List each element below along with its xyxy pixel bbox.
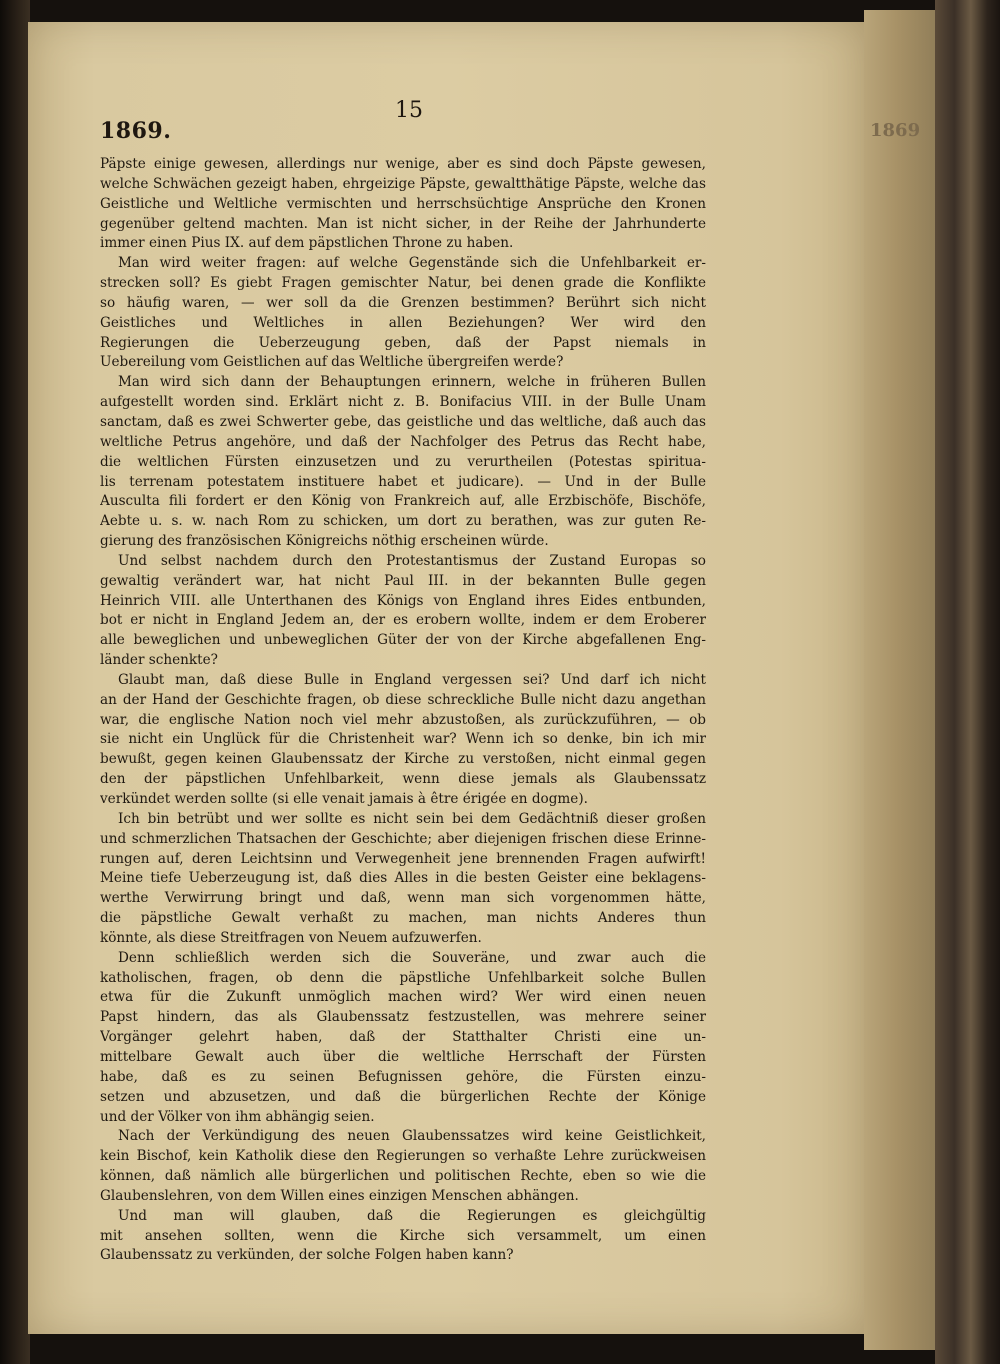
text-line: weltliche Petrus angehöre, und daß der Nachfolger des Petrus das Recht habe, bbox=[100, 433, 706, 450]
text-line: Ausculta fili fordert er den König von Frankreich auf, alle Erzbischöfe, Bischöfe, bbox=[100, 493, 706, 510]
text-line: welche Schwächen gezeigt haben, ehrgeizige Päpste, gewaltthätige Päpste, welche das bbox=[100, 175, 706, 192]
adjacent-page-mark: 1869 bbox=[870, 120, 921, 141]
text-line: etwa für die Zukunft unmöglich machen wird? Wer wird einen neuen bbox=[100, 989, 706, 1006]
text-line: verkündet werden sollte (si elle venait jamais à être érigée en dogme). bbox=[100, 791, 588, 807]
text-line: können, daß nämlich alle bürgerlichen und politischen Rechte, eben so wie die bbox=[100, 1168, 706, 1185]
text-line: Heinrich VIII. alle Unterthanen des Königs von England ihres Eides entbunden, bbox=[100, 592, 706, 609]
left-page-edge bbox=[0, 0, 30, 1364]
text-line: könnte, als diese Streitfragen von Neuem aufzuwerfen. bbox=[100, 929, 482, 946]
adjacent-page-edge bbox=[864, 10, 944, 1350]
text-line: setzen und abzusetzen, und daß die bürgerlichen Rechte der Könige bbox=[100, 1088, 706, 1105]
text-line: Aebte u. s. w. nach Rom zu schicken, um dort zu berathen, was zur guten Re- bbox=[100, 513, 706, 530]
book-spine bbox=[935, 0, 1000, 1364]
text-line: Denn schließlich werden sich die Souveräne, und zwar auch die bbox=[118, 949, 706, 966]
text-line: Uebereilung vom Geistlichen auf das Weltliche übergreifen werde? bbox=[100, 354, 564, 371]
text-line: kein Bischof, kein Katholik diese den Regierungen so verhaßte Lehre zurückweisen bbox=[100, 1148, 706, 1165]
text-line: Vorgänger gelehrt haben, daß der Statthalter Christi eine un- bbox=[100, 1029, 706, 1046]
text-line: und der Völker von ihm abhängig seien. bbox=[100, 1108, 375, 1125]
text-line: so häufig waren, — wer soll da die Grenzen bestimmen? Berührt sich nicht bbox=[100, 294, 706, 311]
text-line: bot er nicht in England Jedem an, der es erobern wollte, indem er dem Eroberer bbox=[100, 612, 706, 629]
text-line: strecken soll? Es giebt Fragen gemischter Natur, bei denen grade die Konflikte bbox=[100, 275, 706, 292]
text-line: Päpste einige gewesen, allerdings nur wenige, aber es sind doch Päpste gewesen, bbox=[100, 156, 706, 172]
text-line: und schmerzlichen Thatsachen der Geschichte; aber diejenigen frischen diese Erinne- bbox=[100, 830, 706, 847]
text-line: Und selbst nachdem durch den Protestantismus der Zustand Europas so bbox=[118, 552, 706, 569]
text-line: länder schenkte? bbox=[100, 652, 218, 669]
text-line: sanctam, daß es zwei Schwerter gebe, das geistliche und das weltliche, daß auch das bbox=[100, 413, 706, 430]
text-line: Geistliche und Weltliche vermischten und herrschsüchtige Ansprüche den Kronen bbox=[100, 195, 706, 212]
body-text bbox=[100, 155, 706, 1266]
text-line: mit ansehen sollten, wenn die Kirche sich versammelt, um einen bbox=[100, 1227, 706, 1244]
text-line: bewußt, gegen keinen Glaubenssatz der Kirche zu verstoßen, nicht einmal gegen bbox=[100, 751, 706, 768]
text-line: gegenüber geltend machten. Man ist nicht sicher, in der Reihe der Jahrhunderte bbox=[100, 215, 706, 232]
text-line: Glaubenslehren, von dem Willen eines einzigen Menschen abhängen. bbox=[100, 1187, 579, 1204]
text-line: rungen auf, deren Leichtsinn und Verwegenheit jene brennenden Fragen aufwirft! bbox=[100, 850, 706, 867]
text-line: an der Hand der Geschichte fragen, ob diese schreckliche Bulle nicht dazu angethan bbox=[100, 691, 706, 708]
text-line: Geistliches und Weltliches in allen Beziehungen? Wer wird den bbox=[100, 314, 706, 331]
text-line: die weltlichen Fürsten einzusetzen und zu verurtheilen (Potestas spiritua- bbox=[100, 453, 706, 470]
text-line: werthe Verwirrung bringt und daß, wenn man sich vorgenommen hätte, bbox=[100, 890, 706, 907]
text-line: mittelbare Gewalt auch über die weltliche Herrschaft der Fürsten bbox=[100, 1048, 706, 1065]
text-line: katholischen, fragen, ob denn die päpstliche Unfehlbarkeit solche Bullen bbox=[100, 969, 706, 986]
text-line: war, die englische Nation noch viel mehr abzustoßen, als zurückzuführen, — ob bbox=[100, 711, 706, 728]
text-line: Und man will glauben, daß die Regierungen es gleichgültig bbox=[118, 1207, 706, 1224]
running-head-year: 1869. bbox=[100, 118, 172, 144]
text-line: Glaubt man, daß diese Bulle in England vergessen sei? Und darf ich nicht bbox=[118, 671, 706, 688]
text-line: den der päpstlichen Unfehlbarkeit, wenn diese jemals als Glaubenssatz bbox=[100, 771, 706, 788]
text-line: Ich bin betrübt und wer sollte es nicht sein bei dem Gedächtniß dieser großen bbox=[118, 810, 706, 827]
text-line: Nach der Verkündigung des neuen Glaubenssatzes wird keine Geistlichkeit, bbox=[118, 1128, 706, 1145]
text-line: habe, daß es zu seinen Befugnissen gehöre, die Fürsten einzu- bbox=[100, 1068, 706, 1085]
text-line: lis terrenam potestatem instituere habet et judicare). — Und in der Bulle bbox=[100, 473, 706, 490]
text-line: alle beweglichen und unbeweglichen Güter der von der Kirche abgefallenen Eng- bbox=[100, 632, 706, 649]
page-number: 15 bbox=[395, 98, 423, 123]
text-line: Meine tiefe Ueberzeugung ist, daß dies Alles in die besten Geister eine beklagens- bbox=[100, 870, 706, 887]
text-line: gierung des französischen Königreichs nöthig erscheinen würde. bbox=[100, 533, 549, 550]
text-line: Man wird sich dann der Behauptungen erinnern, welche in früheren Bullen bbox=[118, 374, 706, 391]
text-line: Man wird weiter fragen: auf welche Gegenstände sich die Unfehlbarkeit er- bbox=[118, 255, 706, 272]
text-line: gewaltig verändert war, hat nicht Paul III. in der bekannten Bulle gegen bbox=[100, 572, 706, 589]
text-line: Papst hindern, das als Glaubenssatz festzustellen, was mehrere seiner bbox=[100, 1009, 706, 1026]
text-line: die päpstliche Gewalt verhaßt zu machen, man nichts Anderes thun bbox=[100, 910, 706, 927]
text-line: aufgestellt worden sind. Erklärt nicht z. B. Bonifacius VIII. in der Bulle Unam bbox=[100, 394, 706, 411]
text-line: immer einen Pius IX. auf dem päpstlichen Throne zu haben. bbox=[100, 235, 514, 252]
text-line: Glaubenssatz zu verkünden, der solche Folgen haben kann? bbox=[100, 1247, 514, 1264]
text-line: Regierungen die Ueberzeugung geben, daß der Papst niemals in bbox=[100, 334, 706, 351]
text-line: sie nicht ein Unglück für die Christenheit war? Wenn ich so denke, bin ich mir bbox=[100, 731, 706, 748]
